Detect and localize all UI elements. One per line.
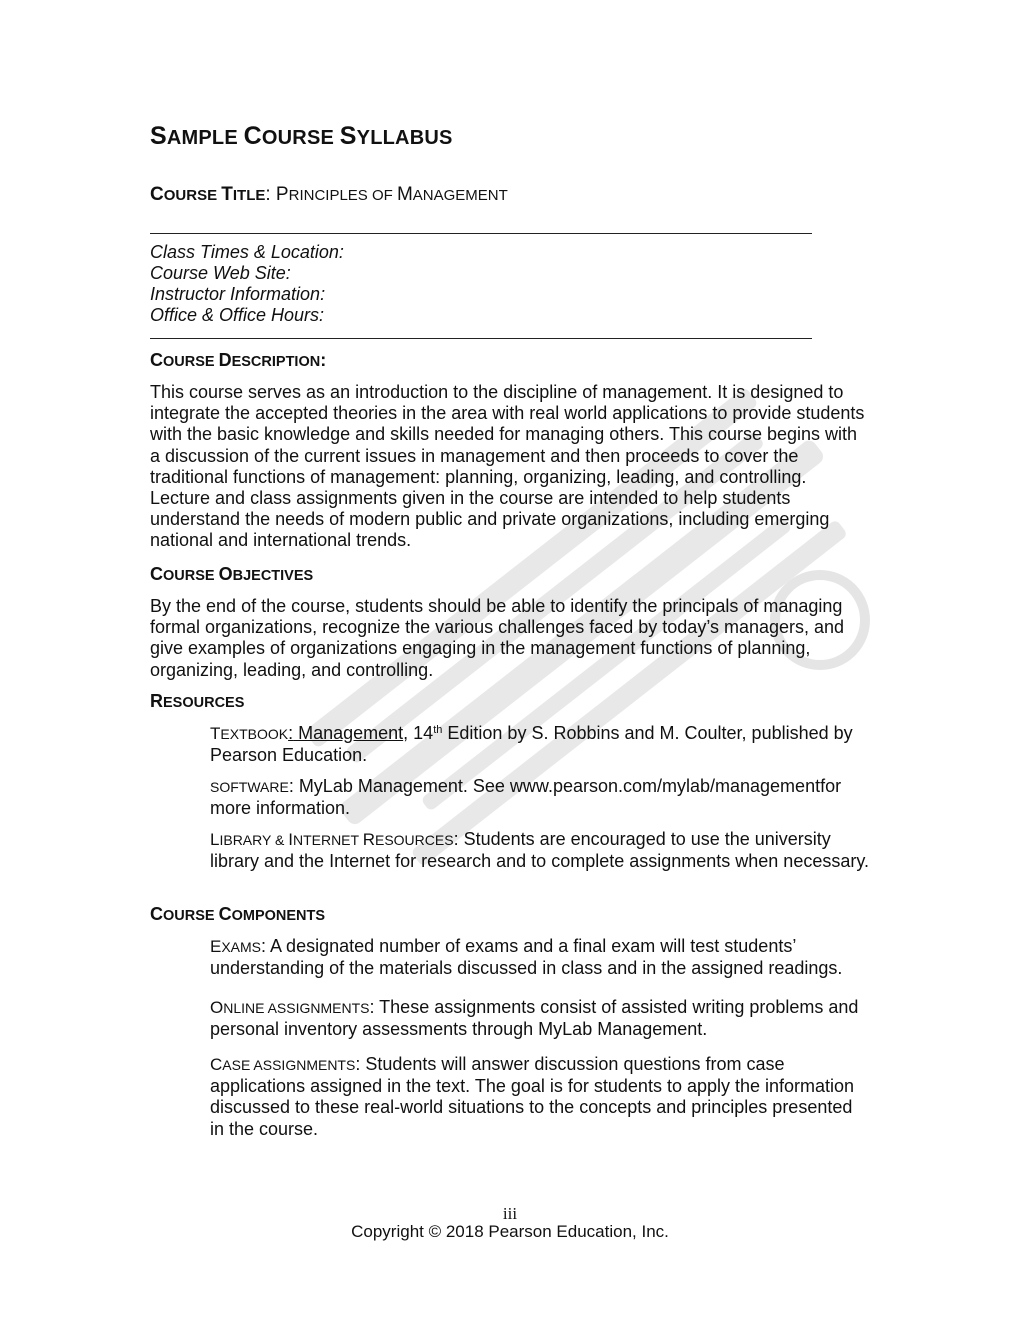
component-online-assignments: ONLINE ASSIGNMENTS: These assignments consist of assisted writing problems and personal inventory assessments through MyLab Management.: [210, 997, 859, 1040]
course-components-heading: COURSE COMPONENTS: [150, 904, 326, 924]
course-title-label: COURSE TITLE: [150, 184, 266, 205]
resource-software: SOFTWARE: MyLab Management. See www.pearson.com/mylab/managementfor more information.: [210, 776, 842, 819]
course-objectives-text: By the end of the course, students should be able to identify the principals of managing formal organizations, recognize the various challenges faced by today’s managers, and give examples of organizations engaging in the management functions of planning, organizing, leading, and controlling.: [150, 596, 845, 680]
course-info-block: [150, 242, 344, 326]
divider-line: [150, 233, 812, 234]
resource-library-internet: LIBRARY & INTERNET RESOURCES: Students are encouraged to use the university library and the Internet for research and to complete assignments when necessary.: [210, 829, 870, 872]
course-description-heading: COURSE DESCRIPTION:: [150, 350, 327, 370]
course-description-text: This course serves as an introduction to the discipline of management. It is designed to integrate the accepted theories in the area with real world applications to provide students with the basic knowledge and skills needed for managing others. This course begins with a discussion of the current issues in management and then proceeds to cover the traditional functions of management: planning, organizing, leading, and controlling. Lecture and class assignments given in the course are intended to help students understand the needs of modern public and private organizations, including emerging national and international trends.: [150, 382, 865, 551]
course-web-site: Course Web Site:: [150, 263, 291, 283]
divider-line: [150, 338, 812, 339]
component-exams: EXAMS: A designated number of exams and a final exam will test students’ understanding of the materials discussed in class and in the assigned readings.: [210, 936, 843, 979]
instructor-information: Instructor Information:: [150, 284, 326, 304]
component-case-assignments: CASE ASSIGNMENTS: Students will answer discussion questions from case applications assigned in the text. The goal is for students to apply the information discussed to these real-world situations to the concepts and principles presented in the course.: [210, 1054, 855, 1139]
resource-textbook: TEXTBOOK: Management, 14th Edition by S. Robbins and M. Coulter, published by Pearson Education.: [210, 723, 853, 766]
page-number: iii: [502, 1204, 518, 1223]
textbook-title: Management: [293, 723, 404, 743]
course-title: COURSE TITLE: PRINCIPLES OF MANAGEMENT: [150, 184, 508, 205]
resources-heading: RESOURCES: [150, 691, 245, 711]
copyright-notice: Copyright © 2018 Pearson Education, Inc.: [351, 1222, 669, 1241]
class-times-location: Class Times & Location:: [150, 242, 344, 262]
office-hours: Office & Office Hours:: [150, 305, 325, 325]
course-objectives-heading: COURSE OBJECTIVES: [150, 564, 314, 584]
page-title: SAMPLE COURSE SYLLABUS: [150, 122, 453, 150]
